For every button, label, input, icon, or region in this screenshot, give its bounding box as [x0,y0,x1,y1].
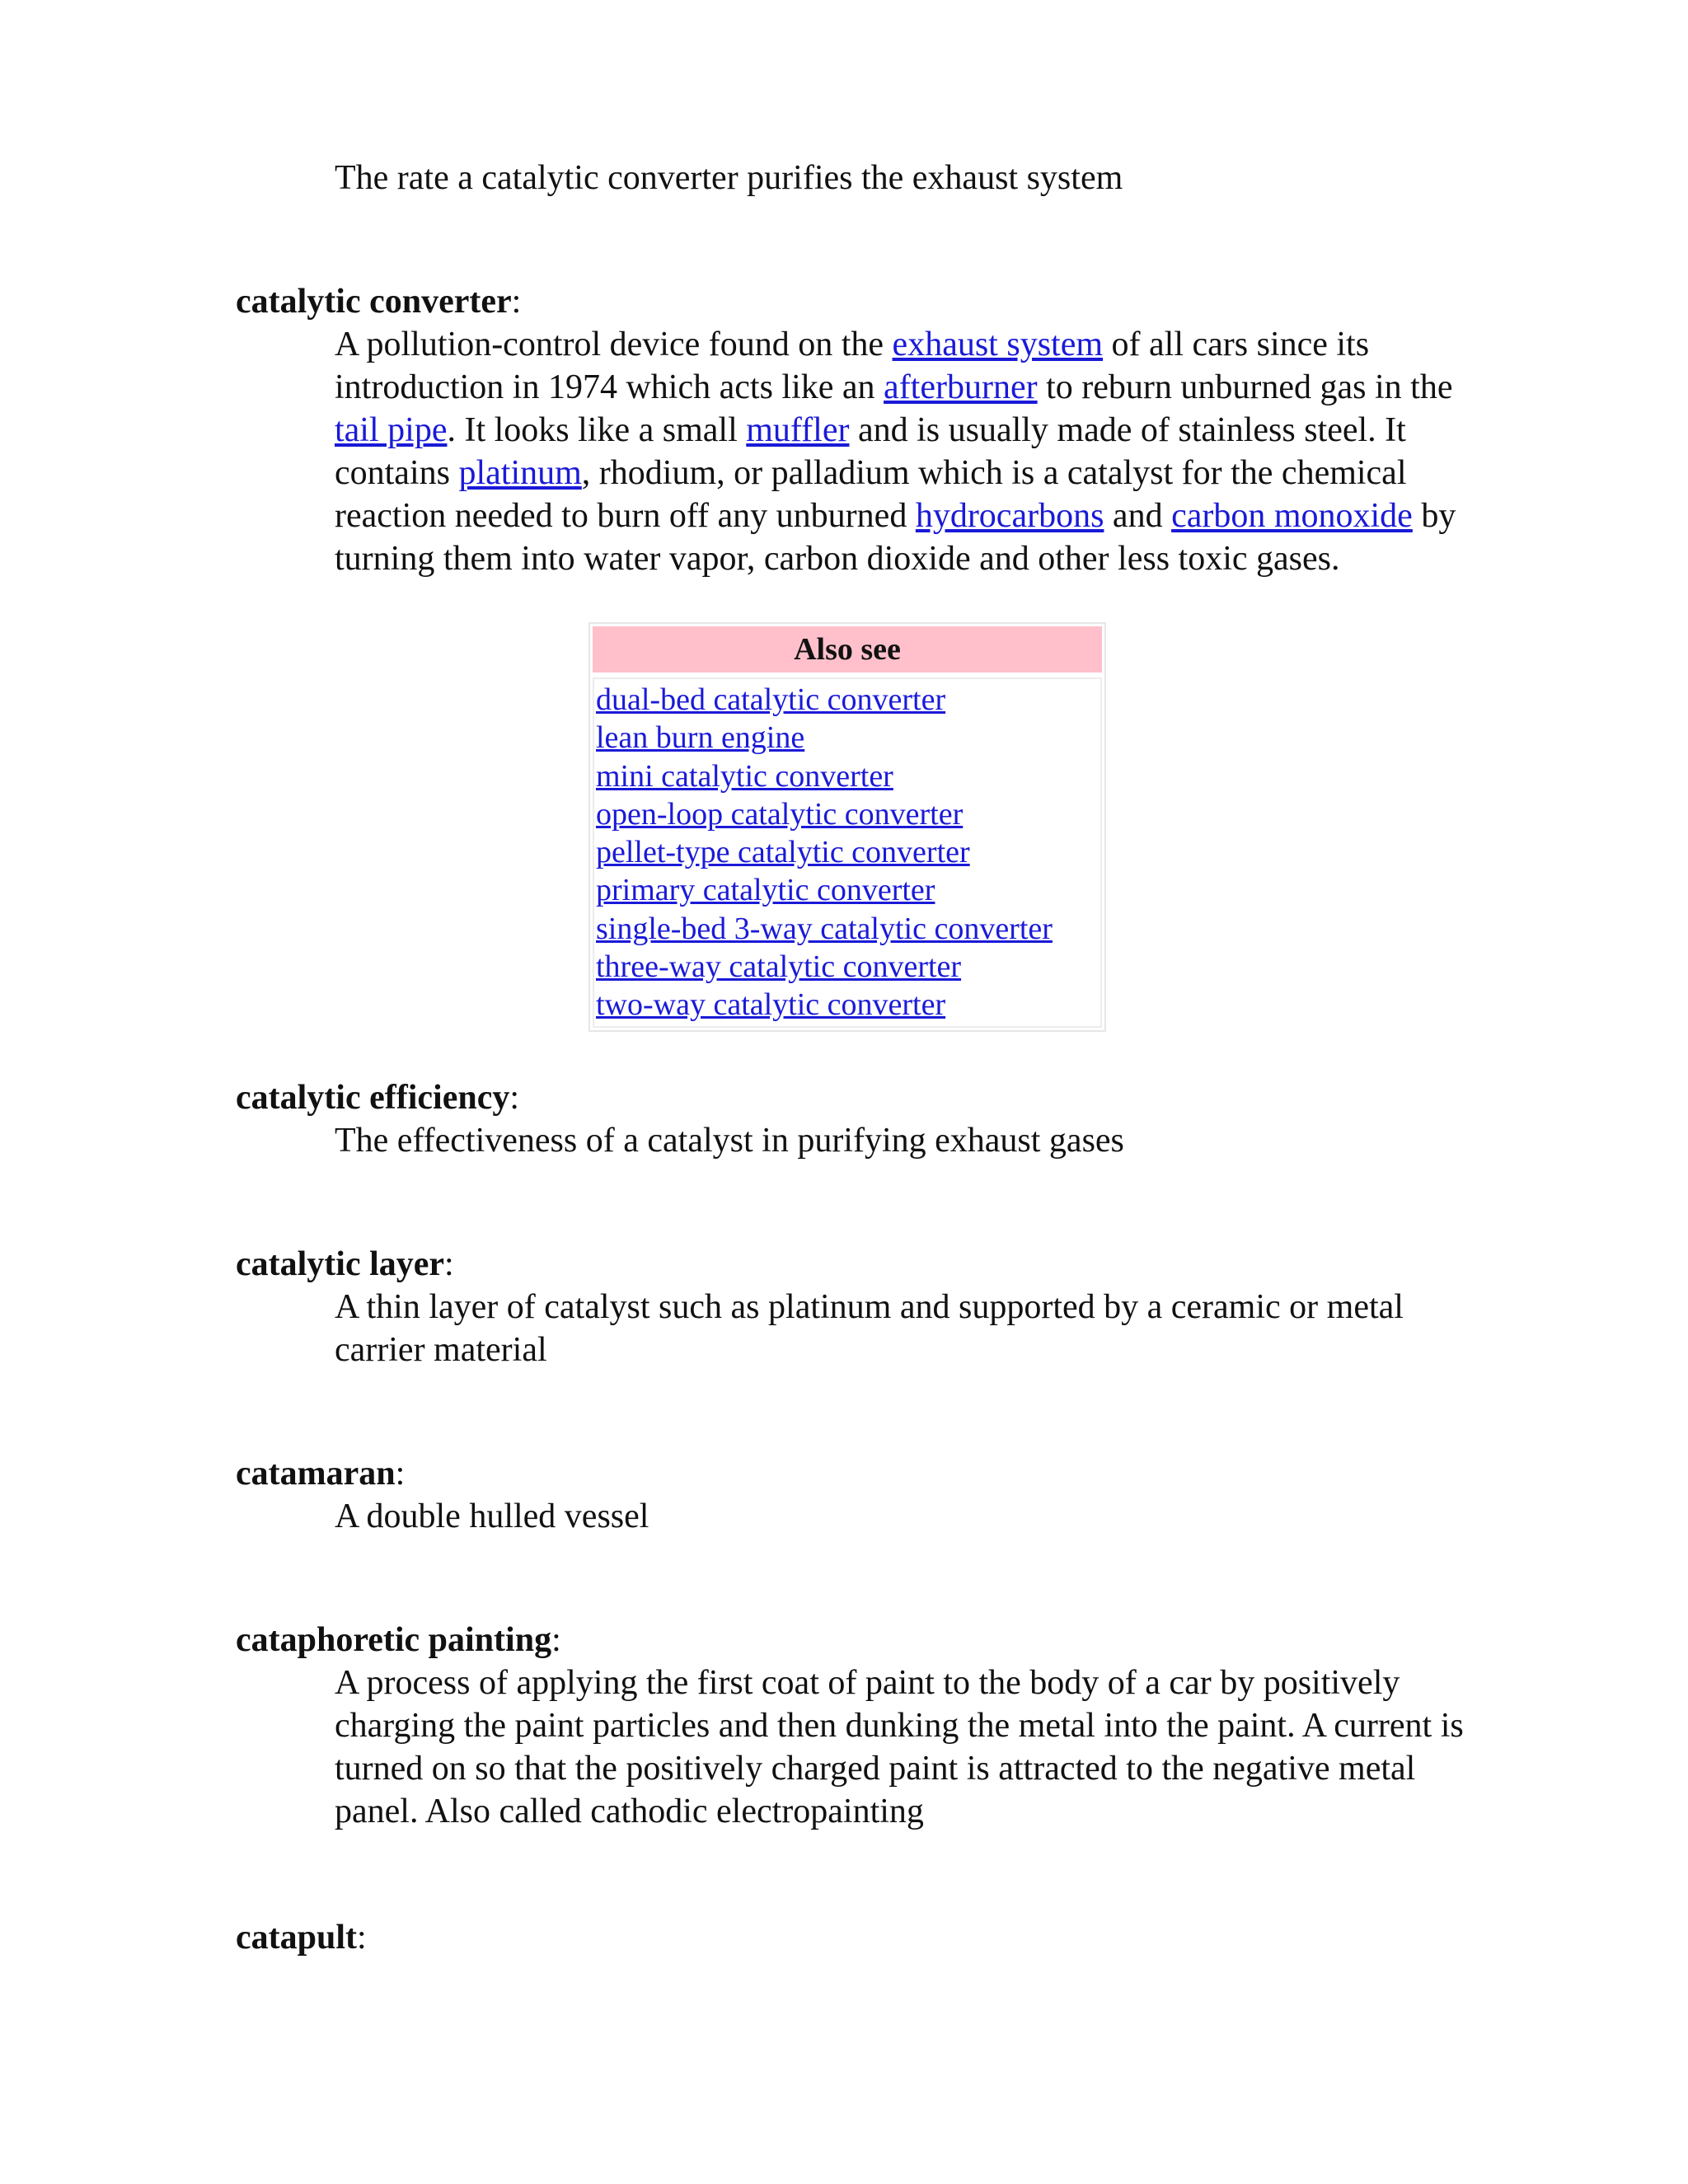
entry-catamaran [236,1452,1472,1538]
definition-text: to reburn unburned gas in the [1037,368,1453,406]
term-definition: A process of applying the first coat of paint to the body of a car by positively charging the paint particles and then dunking the metal into the paint. A current is turned on so that the positively charged paint is attracted to the negative metal panel. Also called cathodic electropainting [335,1664,1464,1830]
also-see-link[interactable]: two-way catalytic converter [596,987,946,1023]
also-see-link[interactable]: primary catalytic converter [596,873,935,908]
term-heading [236,280,1472,323]
term-name: catamaran [236,1455,396,1493]
link-muffler[interactable]: muffler [746,411,850,449]
link-afterburner[interactable]: afterburner [884,368,1038,406]
term-colon: : [444,1245,454,1283]
also-see-link[interactable]: three-way catalytic converter [596,949,962,985]
also-see-list [593,677,1102,1028]
definition-text: . It looks like a small [447,411,747,449]
term-name: catalytic converter [236,283,512,321]
term-heading [236,1452,1472,1495]
term-heading [236,1916,1472,1959]
entry-cataphoretic-painting [236,1619,1472,1833]
term-heading [236,1243,1472,1286]
term-name: catalytic efficiency [236,1079,510,1117]
also-see-heading: Also see [593,626,1102,673]
term-definition: The effectiveness of a catalyst in purifying exhaust gases [335,1122,1124,1160]
definition-text: and [1104,497,1172,535]
entry-catapult [236,1916,1472,1959]
term-colon: : [551,1621,561,1659]
term-name: cataphoretic painting [236,1621,552,1659]
term-name: catapult [236,1919,357,1957]
definition-text: and is usually made of stainless steel. It contains [335,411,1406,492]
also-see-box [588,622,1106,1032]
intro-definition: The rate a catalytic converter purifies the exhaust system [335,159,1123,197]
definition-text: , rhodium, or palladium which is a catalyst for the chemical reaction needed to burn off any unburned [335,454,1407,535]
term-definition [335,323,1472,580]
also-see-link[interactable]: single-bed 3-way catalytic converter [596,911,1053,946]
entry-catalytic-converter [236,280,1472,580]
also-see-link[interactable]: dual-bed catalytic converter [596,682,946,717]
term-name: catalytic layer [236,1245,445,1283]
term-heading [236,1619,1472,1661]
entry-catalytic-efficiency [236,1076,1472,1162]
term-colon: : [357,1919,367,1957]
link-carbon-monoxide[interactable]: carbon monoxide [1171,497,1413,535]
definition-text: A pollution-control device found on the [335,326,893,363]
definition-text: of all cars since its introduction in 1974 which acts like an [335,326,1370,406]
term-colon: : [509,1079,520,1117]
term-definition: A double hulled vessel [335,1497,649,1535]
also-see-link[interactable]: pellet-type catalytic converter [596,835,970,870]
term-colon: : [395,1455,406,1493]
link-hydrocarbons[interactable]: hydrocarbons [915,497,1104,535]
term-colon: : [511,283,522,321]
also-see-link[interactable]: mini catalytic converter [596,758,893,794]
link-exhaust-system[interactable]: exhaust system [892,326,1104,363]
entry-catalytic-layer [236,1243,1472,1371]
intro-definition-block [236,157,1472,199]
also-see-link[interactable]: lean burn engine [596,720,805,756]
also-see-link[interactable]: open-loop catalytic converter [596,796,964,832]
term-heading [236,1076,1472,1119]
link-platinum[interactable]: platinum [458,454,582,492]
definition-text: by turning them into water vapor, carbon dioxide and other less toxic gases. [335,497,1456,578]
term-definition: A thin layer of catalyst such as platinum and supported by a ceramic or metal carrier material [335,1288,1404,1369]
link-tail-pipe[interactable]: tail pipe [335,411,448,449]
